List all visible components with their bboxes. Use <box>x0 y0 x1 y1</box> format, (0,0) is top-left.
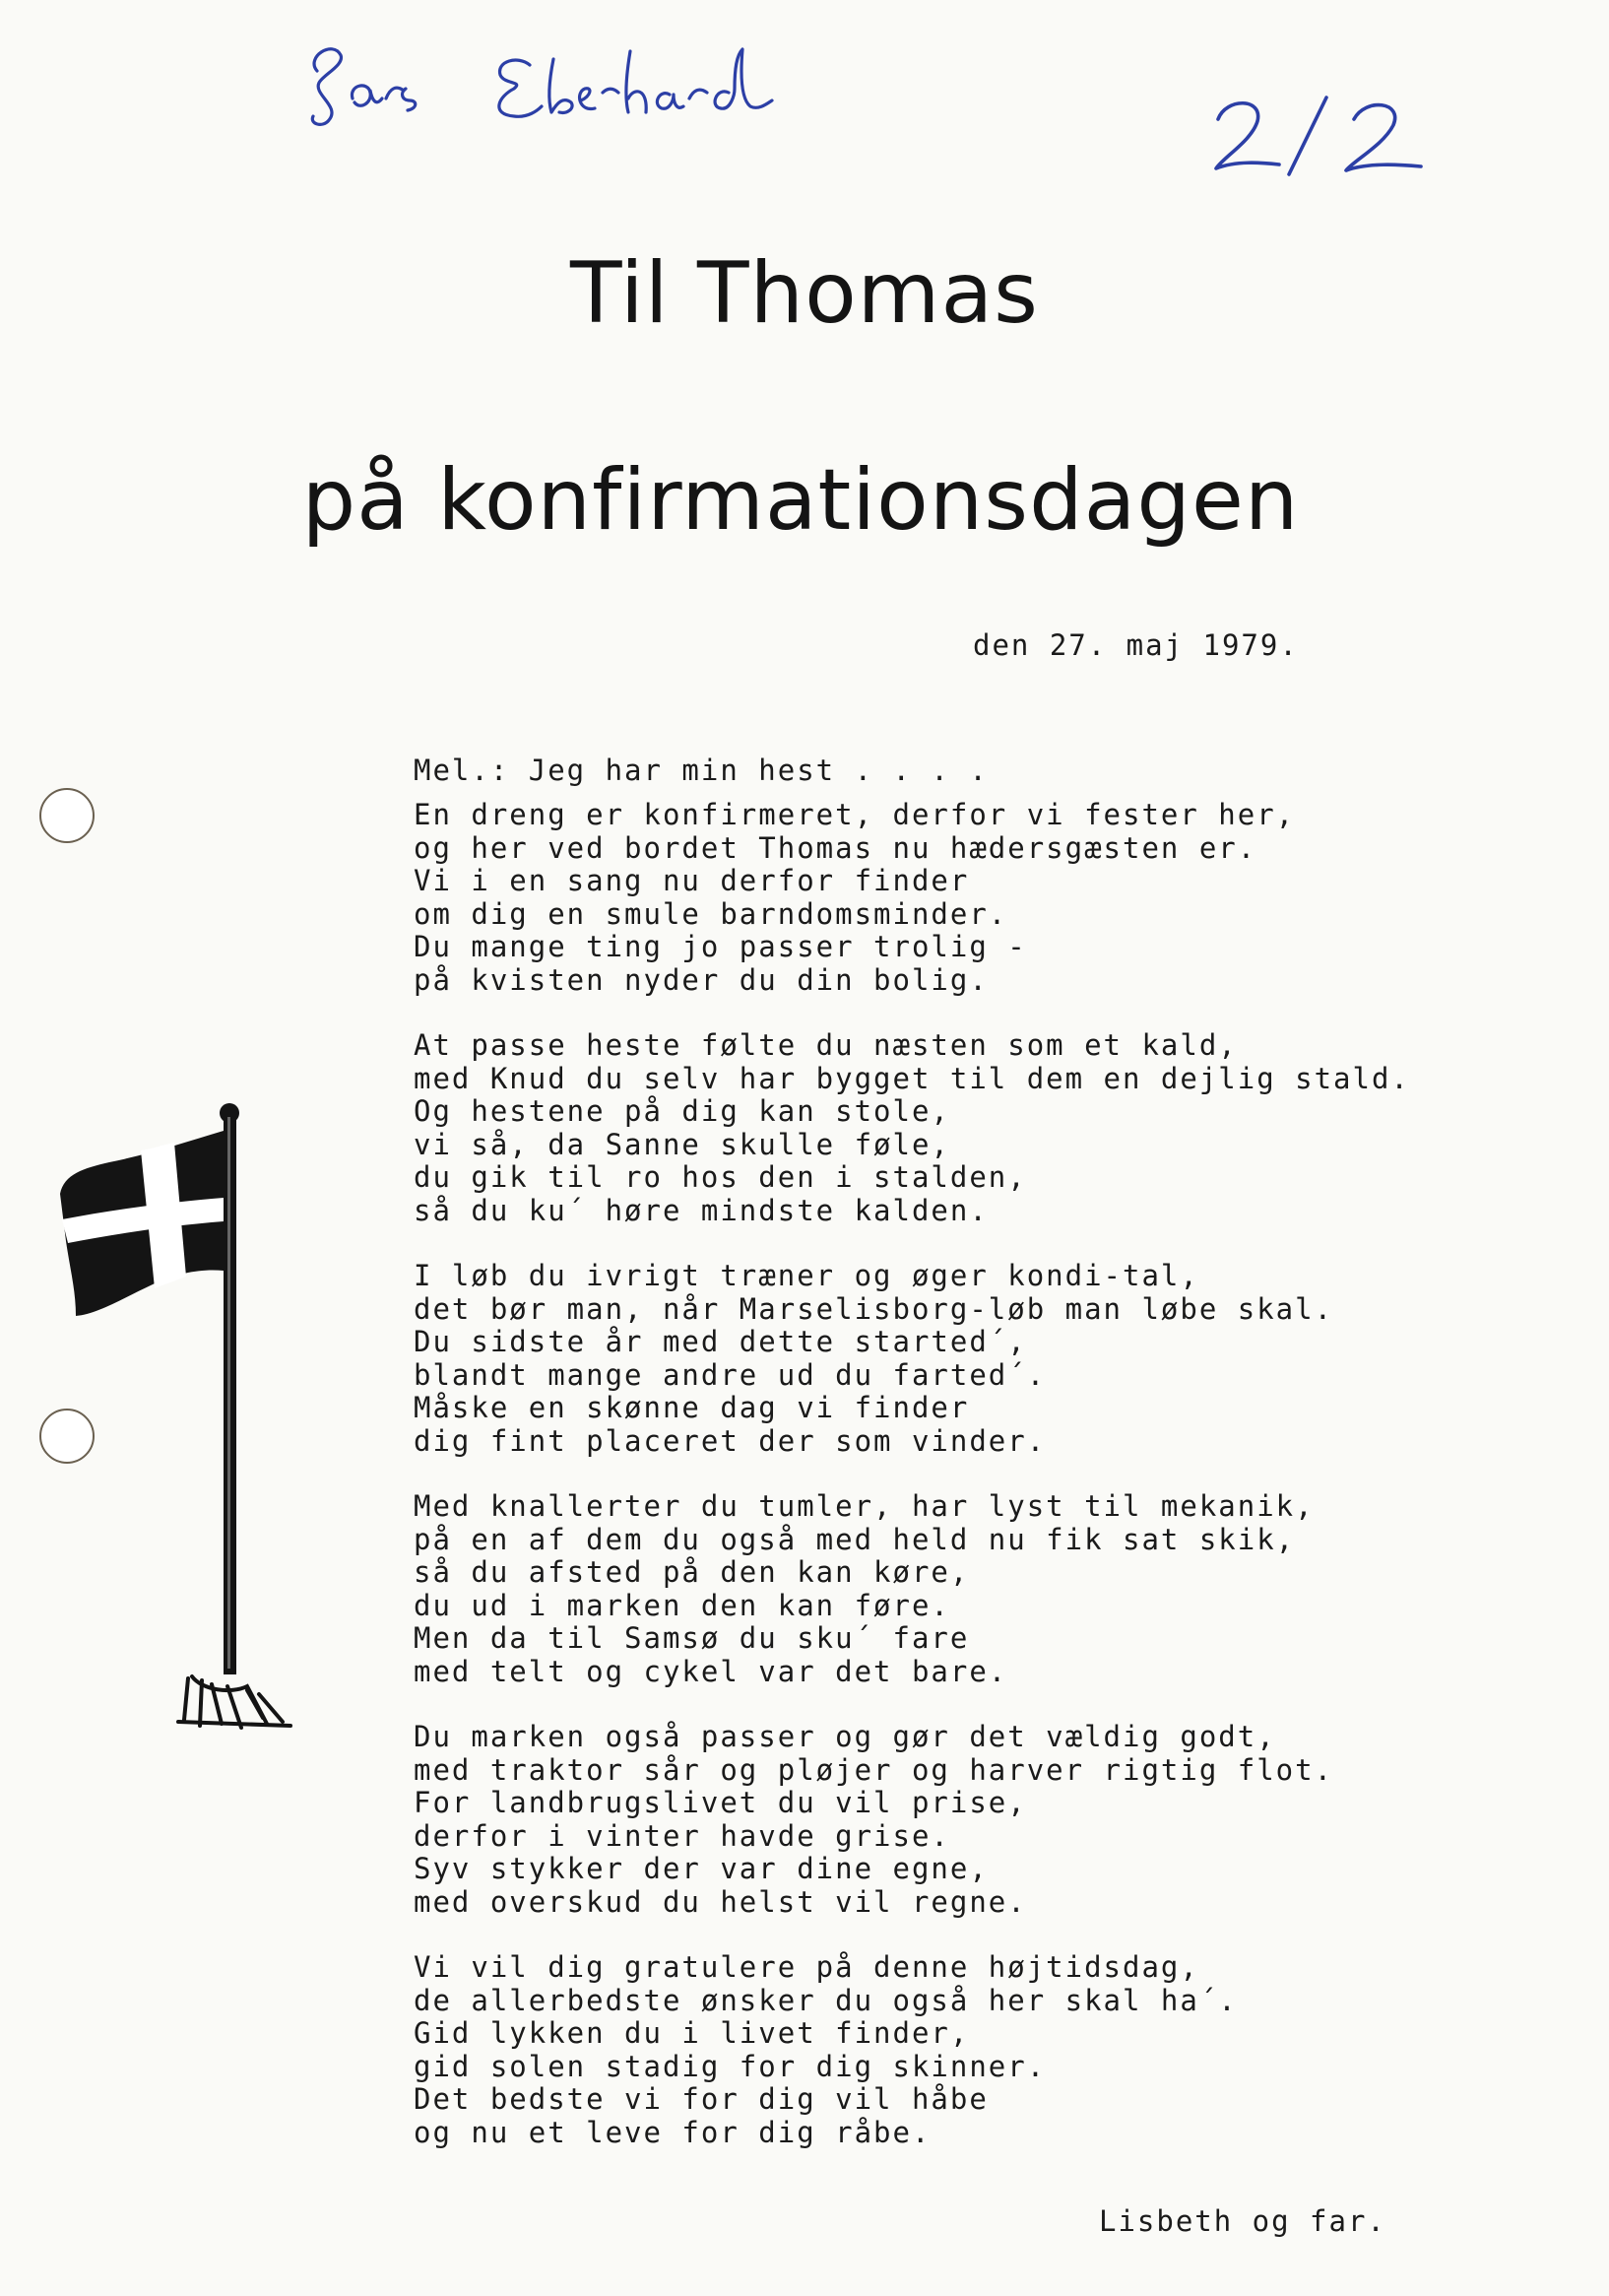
poem-line: det bør man, når Marselisborg-løb man løbe skal. <box>414 1291 1334 1326</box>
poem-line: vi så, da Sanne skulle føle, <box>414 1127 950 1161</box>
poem-line: derfor i vinter havde grise. <box>414 1818 950 1853</box>
handwritten-name <box>295 30 867 138</box>
poem-line: Syv stykker der var dine egne, <box>414 1852 989 1885</box>
poem-line: med telt og cykel var det bare. <box>414 1654 1008 1688</box>
poem-line: gid solen stadig for dig skinner. <box>414 2049 1047 2083</box>
melody-line: Mel.: Jeg har min hest . . . . <box>414 754 989 787</box>
poem-line: de allerbedste ønsker du også her skal ha´. <box>414 1983 1238 2017</box>
title-line-2: på konfirmationsdagen <box>301 451 1300 550</box>
poem-line: Det bedste vi for dig vil håbe <box>414 2082 989 2116</box>
poem-line: du ud i marken den kan føre. <box>414 1588 950 1622</box>
punch-hole-icon <box>39 788 95 843</box>
poem-line: Vi i en sang nu derfor finder <box>414 864 970 897</box>
poem-line: Og hestene på dig kan stole, <box>414 1094 950 1128</box>
poem-line: med traktor sår og pløjer og harver rigtig flot. <box>414 1752 1334 1787</box>
poem-line: Måske en skønne dag vi finder <box>414 1391 970 1424</box>
poem-line: med overskud du helst vil regne. <box>414 1884 1027 1919</box>
poem-line: Med knallerter du tumler, har lyst til mekanik, <box>414 1489 1315 1523</box>
stanza-3 <box>414 1260 1526 1458</box>
poem-line: med Knud du selv har bygget til dem en dejlig stald. <box>414 1061 1410 1095</box>
date-line: den 27. maj 1979. <box>973 628 1299 662</box>
poem-line: dig fint placeret der som vinder. <box>414 1423 1047 1458</box>
poem-line: At passe heste følte du næsten som et kald, <box>414 1028 1238 1062</box>
poem-line: blandt mange andre ud du farted´. <box>414 1357 1047 1392</box>
poem-line: på en af dem du også med held nu fik sat skik, <box>414 1522 1296 1556</box>
stanza-4 <box>414 1490 1526 1688</box>
handwritten-page-number <box>1206 84 1433 182</box>
stanza-6 <box>414 1951 1526 2149</box>
poem <box>414 754 1526 2182</box>
signature-line: Lisbeth og far. <box>1099 2204 1386 2238</box>
stanza-1 <box>414 799 1526 997</box>
poem-line: så du afsted på den kan køre, <box>414 1555 970 1589</box>
danish-flag-drawing-icon <box>54 1103 310 1743</box>
poem-line: I løb du ivrigt træner og øger kondi-tal, <box>414 1259 1199 1292</box>
poem-line: Du mange ting jo passer trolig - <box>414 930 1027 963</box>
stanza-2 <box>414 1029 1526 1227</box>
poem-line: på kvisten nyder du din bolig. <box>414 962 989 997</box>
poem-line: Vi vil dig gratulere på denne højtidsdag, <box>414 1950 1199 1984</box>
punch-hole-icon <box>39 1409 95 1464</box>
poem-line: Du marken også passer og gør det vældig godt, <box>414 1720 1276 1753</box>
stanza-5 <box>414 1721 1526 1919</box>
poem-line: om dig en smule barndomsminder. <box>414 896 1008 931</box>
poem-line: Gid lykken du i livet finder, <box>414 2016 970 2050</box>
poem-line: Du sidste år med dette started´, <box>414 1325 1027 1358</box>
poem-line: så du ku´ høre mindste kalden. <box>414 1193 989 1227</box>
poem-line: Men da til Samsø du sku´ fare <box>414 1621 970 1655</box>
poem-line: For landbrugslivet du vil prise, <box>414 1786 1027 1819</box>
poem-line: En dreng er konfirmeret, derfor vi fester her, <box>414 798 1296 831</box>
title-line-1: Til Thomas <box>570 244 1039 343</box>
poem-line: du gik til ro hos den i stalden, <box>414 1160 1027 1194</box>
poem-line: og nu et leve for dig råbe. <box>414 2115 932 2149</box>
poem-line: og her ved bordet Thomas nu hædersgæsten er. <box>414 830 1257 865</box>
